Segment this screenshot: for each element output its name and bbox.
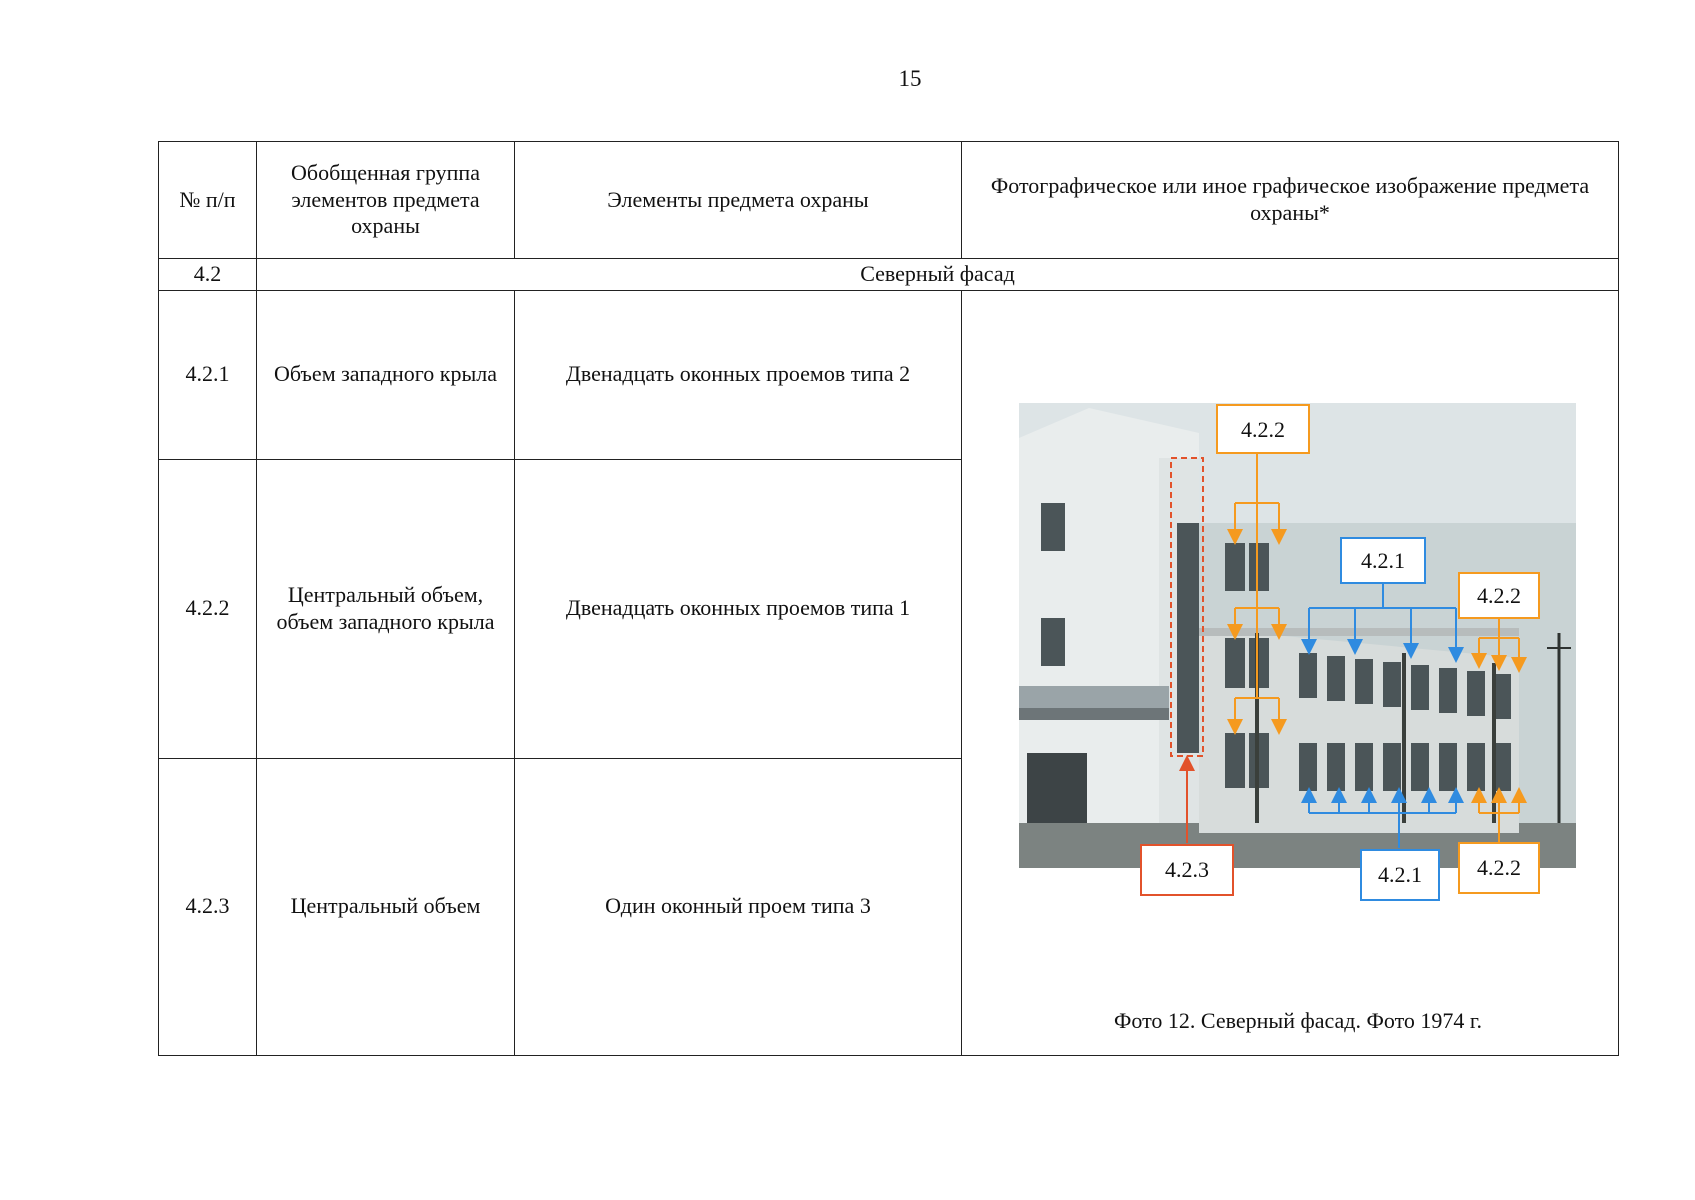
header-group: Обобщенная группа элементов предмета охраны — [257, 142, 515, 259]
photo-caption: Фото 12. Северный фасад. Фото 1974 г. — [1114, 1007, 1482, 1033]
photo-figure — [1009, 403, 1587, 1033]
page-number: 15 — [898, 66, 922, 91]
building-photo — [1009, 403, 1587, 903]
row-group: Объем западного крыла — [257, 290, 515, 459]
header-num: № п/п — [159, 142, 257, 259]
row-elements: Один оконный проем типа 3 — [515, 758, 962, 1055]
table-row — [159, 290, 1619, 459]
table-header-row — [159, 142, 1619, 259]
section-title: Северный фасад — [257, 259, 1619, 291]
section-num: 4.2 — [159, 259, 257, 291]
label-bottom-4-2-2: 4.2.2 — [1477, 854, 1521, 880]
protection-elements-table — [158, 141, 1619, 1056]
label-bottom-4-2-1: 4.2.1 — [1378, 861, 1422, 887]
section-row — [159, 259, 1619, 291]
row-num: 4.2.2 — [159, 459, 257, 758]
label-bottom-4-2-3: 4.2.3 — [1165, 856, 1209, 882]
row-group: Центральный объем — [257, 758, 515, 1055]
row-num: 4.2.1 — [159, 290, 257, 459]
header-elements: Элементы предмета охраны — [515, 142, 962, 259]
row-elements: Двенадцать оконных проемов типа 2 — [515, 290, 962, 459]
label-top-4-2-2: 4.2.2 — [1241, 416, 1285, 442]
label-mid-4-2-1: 4.2.1 — [1361, 547, 1405, 573]
photo-cell — [962, 290, 1619, 1055]
row-group: Центральный объем, объем западного крыла — [257, 459, 515, 758]
header-image: Фотографическое или иное графическое изображение предмета охраны* — [962, 142, 1619, 259]
row-elements: Двенадцать оконных проемов типа 1 — [515, 459, 962, 758]
row-num: 4.2.3 — [159, 758, 257, 1055]
label-right-4-2-2: 4.2.2 — [1477, 582, 1521, 608]
